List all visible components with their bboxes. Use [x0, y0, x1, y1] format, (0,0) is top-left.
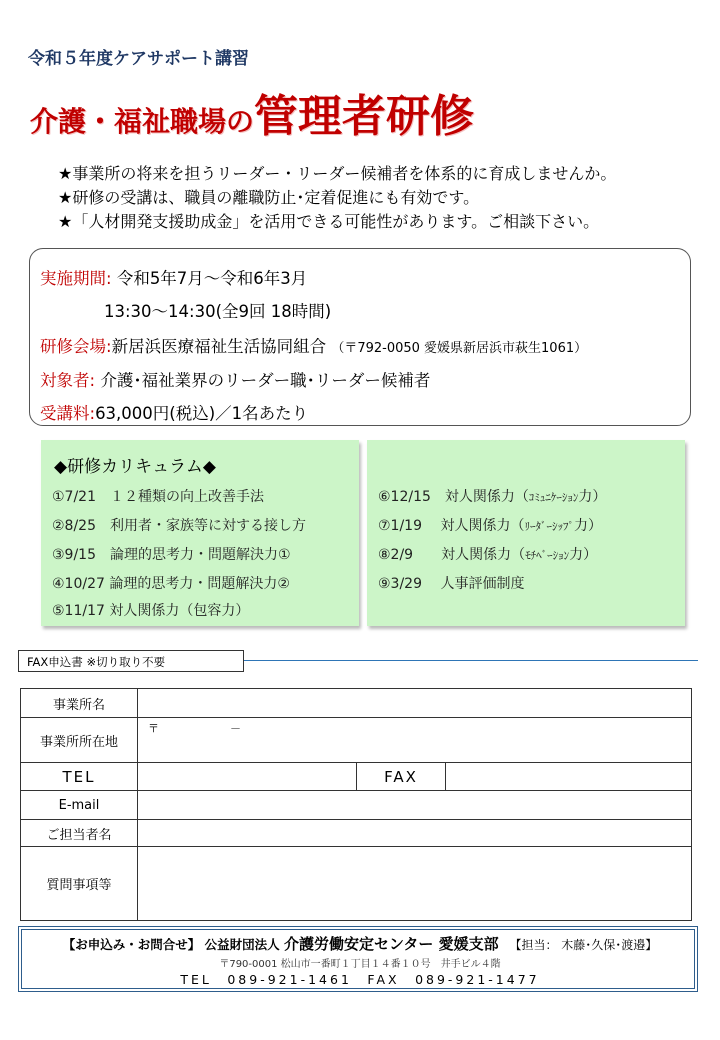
fax-form-label: FAX申込書 ※切り取り不要 — [18, 650, 244, 672]
application-form — [20, 688, 692, 921]
intro-line-1: ★事業所の将来を担うリーダー・リーダー候補者を体系的に育成しませんか。 — [58, 164, 617, 183]
target-value: 介護･福祉業界のリーダー職･リーダー候補者 — [100, 371, 431, 390]
title-part2: 管理者研修 — [254, 91, 475, 142]
venue-address: （〒792-0050 愛媛県新居浜市萩生1061） — [331, 341, 588, 356]
time-value: 13:30～14:30(全9回 18時間) — [104, 302, 332, 321]
venue-value: 新居浜医療福祉生活協同組合 — [111, 337, 327, 356]
curriculum-item: ⑥12/15 対人関係力（ｺﾐｭﾆｹｰｼｮﾝ力） — [378, 489, 607, 505]
curriculum-item: ⑨3/29 人事評価制度 — [378, 576, 525, 592]
fee-label: 受講料: — [40, 404, 96, 423]
curriculum-item: ⑧2/9 対人関係力（ﾓﾁﾍﾞｰｼｮﾝ力） — [378, 547, 598, 563]
office-address-label: 事業所所在地 — [21, 718, 138, 763]
tel-field[interactable] — [138, 763, 357, 791]
questions-field[interactable] — [138, 847, 692, 921]
fax-field[interactable] — [446, 763, 692, 791]
email-field[interactable] — [138, 791, 692, 820]
contact-person-label: ご担当者名 — [21, 820, 138, 847]
contact-person-field[interactable] — [138, 820, 692, 847]
curriculum-item: ④10/27 論理的思考力・問題解決力② — [52, 576, 290, 592]
cut-line — [244, 660, 698, 661]
postal-dash: － — [230, 722, 241, 735]
tel-label: TEL — [21, 763, 138, 791]
footer-phone-fax: TEL 089-921-1461 FAX 089-921-1477 — [180, 972, 540, 987]
office-name-label: 事業所名 — [21, 689, 138, 718]
fax-label: FAX — [357, 763, 446, 791]
venue-label: 研修会場: — [40, 337, 112, 356]
venue-row — [40, 333, 587, 357]
curriculum-item: ①7/21 １２種類の向上改善手法 — [52, 489, 264, 505]
period-row — [40, 265, 307, 289]
period-label: 実施期間: — [40, 269, 112, 288]
curriculum-title: ◆研修カリキュラム◆ — [54, 457, 216, 477]
intro-line-2: ★研修の受講は、職員の離職防止･定着促進にも有効です。 — [58, 188, 480, 207]
curriculum-item: ③9/15 論理的思考力・問題解決力① — [52, 547, 291, 563]
footer-contact — [0, 933, 720, 954]
intro-line-3: ★「人材開発支援助成金」を活用できる可能性があります。ご相談下さい。 — [58, 212, 600, 231]
postal-mark: 〒 — [148, 722, 159, 735]
page-title — [30, 80, 474, 144]
time-row — [104, 298, 331, 322]
footer-address: 〒790-0001 松山市一番町１丁目１４番１０号 井手ビル４階 — [219, 959, 501, 970]
office-address-field[interactable] — [138, 718, 692, 763]
target-row — [40, 367, 430, 391]
org-name: 介護労働安定センター 愛媛支部 — [283, 935, 499, 953]
curriculum-item: ②8/25 利用者・家族等に対する接し方 — [52, 518, 306, 534]
target-label: 対象者: — [40, 371, 96, 390]
fee-value: 63,000円(税込)／1名あたり — [95, 404, 309, 423]
contact-label: 【お申込み・お問合せ】 — [62, 937, 201, 952]
org-type: 公益財団法人 — [204, 937, 280, 952]
title-part1: 介護・福祉職場の — [30, 105, 255, 138]
email-label: E-mail — [21, 791, 138, 820]
period-value: 令和5年7月～令和6年3月 — [116, 269, 308, 288]
fee-row — [40, 400, 308, 424]
questions-label: 質問事項等 — [21, 847, 138, 921]
curriculum-item: ⑦1/19 対人関係力（ﾘｰﾀﾞｰｼｯﾌﾟ力） — [378, 518, 602, 534]
office-name-field[interactable] — [138, 689, 692, 718]
page-subtitle: 令和５年度ケアサポート講習 — [28, 49, 249, 69]
curriculum-item: ⑤11/17 対人関係力（包容力） — [52, 603, 250, 619]
staff: 【担当： 木藤･久保･渡邉】 — [515, 938, 658, 952]
